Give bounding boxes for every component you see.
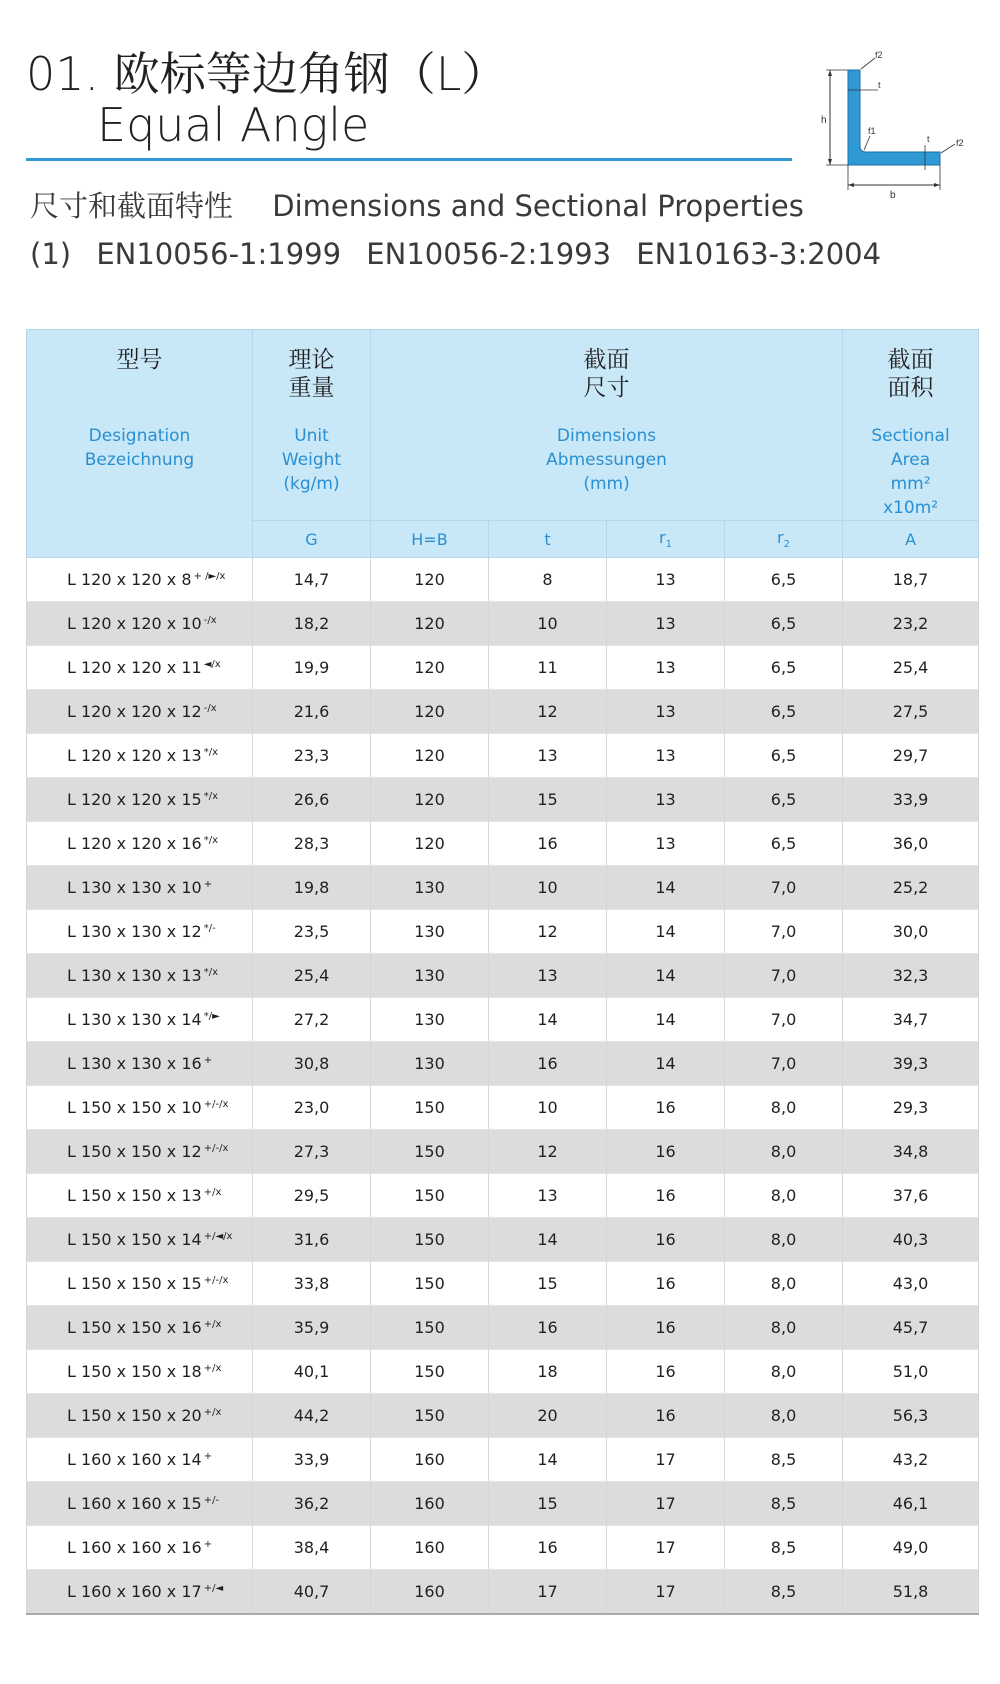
- dimensions-header-zh2: 尺寸: [583, 375, 630, 401]
- cell-g: 19,8: [253, 866, 371, 910]
- cell-r1: 13: [607, 822, 725, 866]
- cell-r1: 14: [607, 998, 725, 1042]
- designation-text: L 120 x 120 x 8: [67, 570, 192, 589]
- designation-marks: -/x: [203, 702, 217, 714]
- weight-header-zh1: 理论: [288, 347, 335, 373]
- designation-text: L 160 x 160 x 14: [67, 1450, 202, 1469]
- cell-r2: 8,0: [725, 1086, 843, 1130]
- cell-t: 14: [489, 1438, 607, 1482]
- cell-a: 25,4: [843, 646, 979, 690]
- cell-g: 38,4: [253, 1526, 371, 1570]
- cell-hb: 120: [371, 558, 489, 602]
- table-row: [27, 558, 979, 602]
- cell-hb: 160: [371, 1570, 489, 1615]
- designation-cell: [27, 558, 253, 602]
- designation-marks: +/◄/x: [203, 1230, 233, 1242]
- cell-t: 15: [489, 1262, 607, 1306]
- cell-g: 23,0: [253, 1086, 371, 1130]
- cell-g: 26,6: [253, 778, 371, 822]
- table-row: [27, 1218, 979, 1262]
- cell-a: 25,2: [843, 866, 979, 910]
- designation-text: L 130 x 130 x 14: [67, 1010, 202, 1029]
- standards-line: [30, 237, 897, 271]
- cell-t: 12: [489, 690, 607, 734]
- cell-hb: 150: [371, 1350, 489, 1394]
- designation-text: L 130 x 130 x 12: [67, 922, 202, 941]
- cell-a: 46,1: [843, 1482, 979, 1526]
- table-row: [27, 1086, 979, 1130]
- cell-r1: 13: [607, 602, 725, 646]
- table-body: [27, 558, 979, 1615]
- table-row: [27, 1482, 979, 1526]
- cell-hb: 150: [371, 1130, 489, 1174]
- cell-r1: 14: [607, 866, 725, 910]
- dimensions-header-zh1: 截面: [583, 347, 630, 373]
- cell-g: 27,3: [253, 1130, 371, 1174]
- cell-g: 44,2: [253, 1394, 371, 1438]
- cell-g: 31,6: [253, 1218, 371, 1262]
- cell-r2: 8,0: [725, 1262, 843, 1306]
- cell-r2: 8,0: [725, 1174, 843, 1218]
- cell-r2: 6,5: [725, 646, 843, 690]
- cell-r2: 8,0: [725, 1130, 843, 1174]
- cell-hb: 120: [371, 778, 489, 822]
- designation-cell: [27, 1218, 253, 1262]
- cell-r1: 16: [607, 1086, 725, 1130]
- designation-header-en2: Bezeichnung: [84, 450, 195, 470]
- area-header-en2: Area: [890, 450, 931, 470]
- weight-header-zh2: 重量: [288, 375, 335, 401]
- designation-marks: +/x: [203, 1186, 222, 1198]
- cell-r2: 8,0: [725, 1306, 843, 1350]
- cell-t: 10: [489, 866, 607, 910]
- cell-t: 8: [489, 558, 607, 602]
- cell-g: 21,6: [253, 690, 371, 734]
- area-header: [843, 330, 979, 521]
- cell-g: 23,3: [253, 734, 371, 778]
- table-row: [27, 822, 979, 866]
- section-subtitle: [30, 184, 804, 225]
- cell-t: 15: [489, 1482, 607, 1526]
- cell-g: 23,5: [253, 910, 371, 954]
- cell-t: 13: [489, 954, 607, 998]
- cell-r2: 8,0: [725, 1350, 843, 1394]
- cell-a: 34,7: [843, 998, 979, 1042]
- designation-text: L 150 x 150 x 20: [67, 1406, 202, 1425]
- cell-t: 20: [489, 1394, 607, 1438]
- table-row: [27, 690, 979, 734]
- cell-r1: 17: [607, 1482, 725, 1526]
- cell-hb: 130: [371, 866, 489, 910]
- designation-text: L 150 x 150 x 13: [67, 1186, 202, 1205]
- cell-r2: 7,0: [725, 954, 843, 998]
- designation-marks: */x: [203, 790, 219, 802]
- f2-top-label: f2: [875, 50, 883, 60]
- designation-text: L 160 x 160 x 15: [67, 1494, 202, 1513]
- weight-header-en3: (kg/m): [283, 474, 340, 494]
- cell-hb: 160: [371, 1482, 489, 1526]
- cell-a: 43,0: [843, 1262, 979, 1306]
- cell-r2: 6,5: [725, 734, 843, 778]
- cell-a: 37,6: [843, 1174, 979, 1218]
- cell-t: 13: [489, 1174, 607, 1218]
- cell-a: 43,2: [843, 1438, 979, 1482]
- designation-cell: [27, 1394, 253, 1438]
- designation-marks: */-: [203, 922, 216, 934]
- cell-r1: 16: [607, 1218, 725, 1262]
- dimensions-header-en2: Abmessungen: [546, 450, 667, 470]
- cell-a: 56,3: [843, 1394, 979, 1438]
- cell-g: 36,2: [253, 1482, 371, 1526]
- designation-text: L 130 x 130 x 16: [67, 1054, 202, 1073]
- cell-g: 40,1: [253, 1350, 371, 1394]
- cell-r2: 8,5: [725, 1482, 843, 1526]
- cell-g: 40,7: [253, 1570, 371, 1615]
- cell-t: 17: [489, 1570, 607, 1615]
- cell-t: 12: [489, 910, 607, 954]
- designation-marks: +: [203, 1450, 213, 1462]
- subheader-G: G: [253, 521, 371, 558]
- designation-header: [27, 330, 253, 558]
- dimensions-header-en3: (mm): [583, 474, 630, 494]
- designation-cell: [27, 1086, 253, 1130]
- cell-r2: 6,5: [725, 690, 843, 734]
- cell-hb: 120: [371, 734, 489, 778]
- cell-g: 25,4: [253, 954, 371, 998]
- cell-r2: 8,5: [725, 1570, 843, 1615]
- cell-r2: 6,5: [725, 602, 843, 646]
- designation-text: L 150 x 150 x 18: [67, 1362, 202, 1381]
- designation-marks: -/x: [203, 614, 217, 626]
- designation-text: L 130 x 130 x 10: [67, 878, 202, 897]
- cell-r1: 13: [607, 690, 725, 734]
- weight-header-en2: Weight: [281, 450, 342, 470]
- cell-hb: 150: [371, 1086, 489, 1130]
- cell-a: 23,2: [843, 602, 979, 646]
- designation-text: L 150 x 150 x 14: [67, 1230, 202, 1249]
- designation-cell: [27, 1262, 253, 1306]
- cell-r1: 17: [607, 1570, 725, 1615]
- table-row: [27, 998, 979, 1042]
- table-header-row: [27, 330, 979, 521]
- cell-g: 30,8: [253, 1042, 371, 1086]
- cell-r2: 8,0: [725, 1218, 843, 1262]
- cell-r2: 8,5: [725, 1438, 843, 1482]
- designation-text: L 150 x 150 x 10: [67, 1098, 202, 1117]
- designation-header-en1: Designation: [88, 426, 191, 446]
- designation-cell: [27, 1306, 253, 1350]
- cell-r1: 13: [607, 734, 725, 778]
- standard-2: EN10056-2:1993: [366, 237, 612, 271]
- designation-cell: [27, 690, 253, 734]
- cell-a: 40,3: [843, 1218, 979, 1262]
- table-row: [27, 1130, 979, 1174]
- cell-hb: 160: [371, 1438, 489, 1482]
- designation-marks: +/x: [203, 1362, 222, 1374]
- cell-r1: 14: [607, 1042, 725, 1086]
- cell-a: 36,0: [843, 822, 979, 866]
- cell-g: 33,9: [253, 1438, 371, 1482]
- cell-a: 34,8: [843, 1130, 979, 1174]
- designation-marks: */x: [203, 834, 219, 846]
- area-header-zh1: 截面: [887, 347, 934, 373]
- table-row: [27, 910, 979, 954]
- cell-g: 29,5: [253, 1174, 371, 1218]
- designation-cell: [27, 1174, 253, 1218]
- cell-g: 27,2: [253, 998, 371, 1042]
- cell-r1: 16: [607, 1394, 725, 1438]
- dimensions-header-en1: Dimensions: [556, 426, 657, 446]
- weight-header: [253, 330, 371, 521]
- cell-a: 27,5: [843, 690, 979, 734]
- cell-r2: 7,0: [725, 998, 843, 1042]
- t-top-label: t: [878, 80, 881, 90]
- cell-r1: 17: [607, 1526, 725, 1570]
- designation-cell: [27, 866, 253, 910]
- cell-r1: 16: [607, 1262, 725, 1306]
- cell-a: 51,8: [843, 1570, 979, 1615]
- designation-cell: [27, 998, 253, 1042]
- cell-r1: 14: [607, 954, 725, 998]
- subtitle-chinese: 尺寸和截面特性: [30, 189, 234, 223]
- cell-t: 11: [489, 646, 607, 690]
- designation-cell: [27, 1438, 253, 1482]
- table-row: [27, 1394, 979, 1438]
- cell-hb: 120: [371, 602, 489, 646]
- cell-r1: 16: [607, 1130, 725, 1174]
- cell-t: 16: [489, 1306, 607, 1350]
- cell-t: 14: [489, 998, 607, 1042]
- cell-a: 18,7: [843, 558, 979, 602]
- cell-t: 10: [489, 1086, 607, 1130]
- cell-r1: 17: [607, 1438, 725, 1482]
- cell-a: 29,7: [843, 734, 979, 778]
- table-row: [27, 866, 979, 910]
- table-row: [27, 646, 979, 690]
- cell-g: 28,3: [253, 822, 371, 866]
- cell-r1: 13: [607, 558, 725, 602]
- cell-hb: 120: [371, 646, 489, 690]
- cell-t: 10: [489, 602, 607, 646]
- designation-marks: +/-: [203, 1494, 220, 1506]
- cell-g: 18,2: [253, 602, 371, 646]
- cell-hb: 130: [371, 1042, 489, 1086]
- cell-r2: 6,5: [725, 778, 843, 822]
- cell-g: 35,9: [253, 1306, 371, 1350]
- designation-text: L 160 x 160 x 17: [67, 1582, 202, 1601]
- designation-marks: +: [203, 1538, 213, 1550]
- table-row: [27, 1438, 979, 1482]
- designation-cell: [27, 1350, 253, 1394]
- designation-cell: [27, 822, 253, 866]
- designation-text: L 160 x 160 x 16: [67, 1538, 202, 1557]
- area-header-zh2: 面积: [887, 375, 934, 401]
- cell-hb: 130: [371, 910, 489, 954]
- cell-a: 45,7: [843, 1306, 979, 1350]
- angle-profile-diagram: [820, 50, 975, 210]
- subheader-A: A: [843, 521, 979, 558]
- f1-label: f1: [868, 126, 876, 136]
- designation-cell: [27, 954, 253, 998]
- cell-t: 12: [489, 1130, 607, 1174]
- cell-r2: 7,0: [725, 1042, 843, 1086]
- designation-text: L 150 x 150 x 15: [67, 1274, 202, 1293]
- table-row: [27, 734, 979, 778]
- cell-a: 30,0: [843, 910, 979, 954]
- cell-r1: 16: [607, 1350, 725, 1394]
- cell-t: 13: [489, 734, 607, 778]
- designation-text: L 130 x 130 x 13: [67, 966, 202, 985]
- cell-t: 16: [489, 1042, 607, 1086]
- t-right-label: t: [927, 134, 930, 144]
- designation-marks: +/x: [203, 1318, 222, 1330]
- angle-profile-shape: [848, 70, 940, 165]
- subheader-r1: $r_1$: [607, 521, 725, 558]
- cell-r1: 13: [607, 646, 725, 690]
- table-row: [27, 602, 979, 646]
- cell-hb: 130: [371, 954, 489, 998]
- designation-marks: +/-/x: [203, 1274, 229, 1286]
- table-row: [27, 1306, 979, 1350]
- designation-marks: +/x: [203, 1406, 222, 1418]
- title-underline: [26, 158, 792, 161]
- designation-marks: ◄/x: [203, 658, 221, 670]
- subheader-r2: $r_2$: [725, 521, 843, 558]
- page-title-english: Equal Angle: [97, 98, 370, 152]
- cell-hb: 150: [371, 1306, 489, 1350]
- cell-r2: 8,0: [725, 1394, 843, 1438]
- properties-table: [26, 329, 979, 1615]
- cell-t: 14: [489, 1218, 607, 1262]
- designation-marks: +/-/x: [203, 1098, 229, 1110]
- designation-text: L 120 x 120 x 10: [67, 614, 202, 633]
- h-label: h: [821, 115, 827, 126]
- subheader-HB: H=B: [371, 521, 489, 558]
- cell-r2: 6,5: [725, 558, 843, 602]
- table-row: [27, 1570, 979, 1615]
- designation-marks: +/-/x: [203, 1142, 229, 1154]
- designation-text: L 120 x 120 x 16: [67, 834, 202, 853]
- designation-text: L 120 x 120 x 12: [67, 702, 202, 721]
- cell-hb: 150: [371, 1174, 489, 1218]
- cell-g: 33,8: [253, 1262, 371, 1306]
- area-header-en1: Sectional: [871, 426, 950, 446]
- cell-t: 18: [489, 1350, 607, 1394]
- cell-a: 32,3: [843, 954, 979, 998]
- designation-marks: +/◄: [203, 1582, 224, 1594]
- subheader-t: t: [489, 521, 607, 558]
- table-row: [27, 778, 979, 822]
- designation-text: L 120 x 120 x 15: [67, 790, 202, 809]
- cell-g: 19,9: [253, 646, 371, 690]
- cell-r2: 7,0: [725, 866, 843, 910]
- cell-a: 51,0: [843, 1350, 979, 1394]
- table-row: [27, 1350, 979, 1394]
- designation-text: L 150 x 150 x 16: [67, 1318, 202, 1337]
- table-row: [27, 954, 979, 998]
- dimensions-header: [371, 330, 843, 521]
- f2-right-label: f2: [956, 138, 964, 148]
- cell-hb: 120: [371, 690, 489, 734]
- designation-marks: +: [203, 1054, 213, 1066]
- cell-hb: 130: [371, 998, 489, 1042]
- designation-cell: [27, 1482, 253, 1526]
- designation-text: L 120 x 120 x 11: [67, 658, 202, 677]
- designation-cell: [27, 1570, 253, 1615]
- cell-hb: 150: [371, 1218, 489, 1262]
- standard-1: EN10056-1:1999: [96, 237, 342, 271]
- cell-a: 33,9: [843, 778, 979, 822]
- cell-g: 14,7: [253, 558, 371, 602]
- designation-text: L 150 x 150 x 12: [67, 1142, 202, 1161]
- cell-a: 29,3: [843, 1086, 979, 1130]
- table-row: [27, 1262, 979, 1306]
- designation-text: L 120 x 120 x 13: [67, 746, 202, 765]
- cell-t: 15: [489, 778, 607, 822]
- cell-t: 16: [489, 1526, 607, 1570]
- table-row: [27, 1174, 979, 1218]
- table-row: [27, 1526, 979, 1570]
- standards-prefix: (1): [30, 237, 72, 271]
- cell-hb: 120: [371, 822, 489, 866]
- table-row: [27, 1042, 979, 1086]
- designation-cell: [27, 734, 253, 778]
- page-title: 01. 欧标等边角钢（L）: [26, 47, 508, 101]
- designation-marks: + /►/x: [193, 570, 226, 582]
- cell-a: 39,3: [843, 1042, 979, 1086]
- subtitle-english: Dimensions and Sectional Properties: [272, 189, 804, 223]
- designation-cell: [27, 910, 253, 954]
- cell-r1: 13: [607, 778, 725, 822]
- weight-header-en1: Unit: [294, 426, 329, 446]
- designation-marks: */►: [203, 1010, 220, 1022]
- designation-marks: */x: [203, 966, 219, 978]
- cell-r2: 6,5: [725, 822, 843, 866]
- designation-cell: [27, 1042, 253, 1086]
- designation-marks: */x: [203, 746, 219, 758]
- cell-hb: 150: [371, 1394, 489, 1438]
- cell-r1: 16: [607, 1174, 725, 1218]
- designation-header-zh: 型号: [116, 347, 163, 373]
- area-header-en4: x10m²: [883, 498, 939, 518]
- cell-hb: 150: [371, 1262, 489, 1306]
- designation-cell: [27, 602, 253, 646]
- standard-3: EN10163-3:2004: [636, 237, 882, 271]
- cell-r1: 16: [607, 1306, 725, 1350]
- cell-r2: 8,5: [725, 1526, 843, 1570]
- cell-t: 16: [489, 822, 607, 866]
- cell-r1: 14: [607, 910, 725, 954]
- designation-marks: +: [203, 878, 213, 890]
- cell-a: 49,0: [843, 1526, 979, 1570]
- b-label: b: [890, 190, 896, 201]
- cell-r2: 7,0: [725, 910, 843, 954]
- designation-cell: [27, 778, 253, 822]
- area-header-en3: mm²: [890, 474, 931, 494]
- designation-cell: [27, 646, 253, 690]
- designation-cell: [27, 1526, 253, 1570]
- cell-hb: 160: [371, 1526, 489, 1570]
- designation-cell: [27, 1130, 253, 1174]
